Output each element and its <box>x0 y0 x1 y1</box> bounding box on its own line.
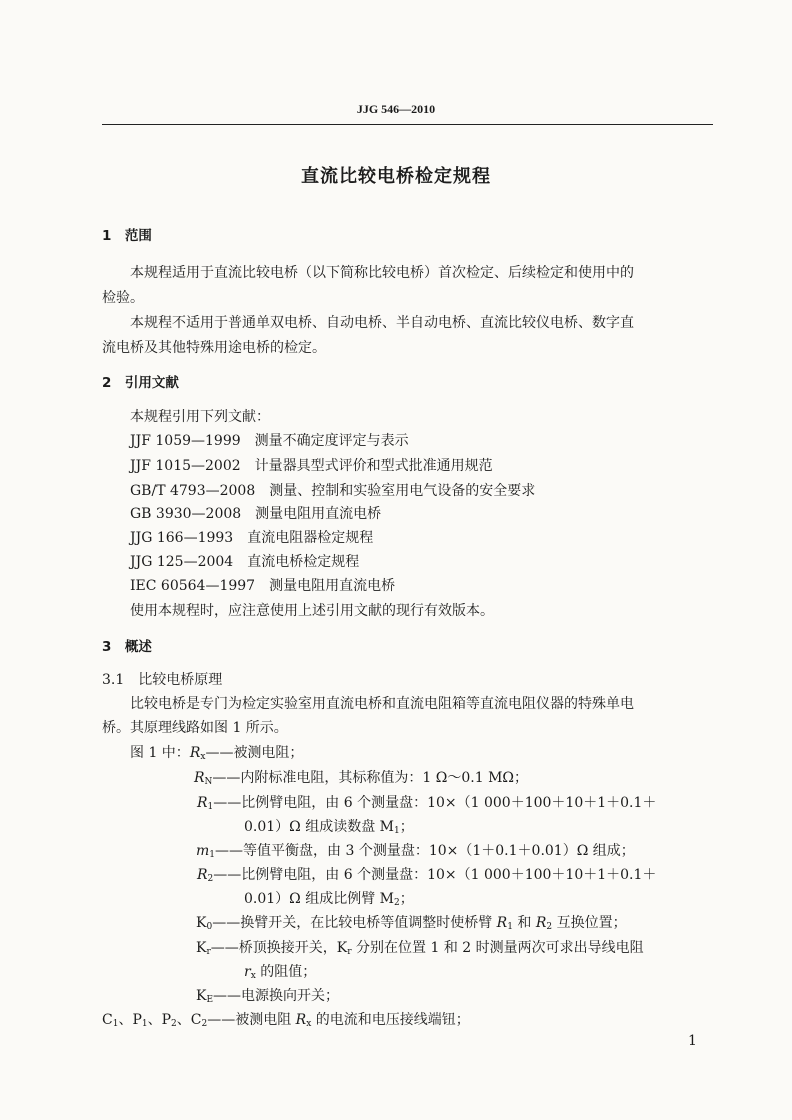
section-2-heading: 2 引用文献 <box>102 375 179 391</box>
definition-text: 和 <box>512 915 536 931</box>
fig-intro: 图 1 中： <box>130 745 190 761</box>
symbol: R <box>295 1012 307 1028</box>
ref-item: IEC 60564—1997 测量电阻用直流电桥 <box>130 578 396 594</box>
def-r1-cont <box>244 816 414 836</box>
subscript: 1 <box>207 802 214 812</box>
symbol: R <box>197 795 208 811</box>
def-r2-cont <box>244 888 414 908</box>
subscript: N <box>204 777 213 787</box>
def-rn <box>194 767 528 787</box>
definition-text: 互换位置； <box>552 915 627 931</box>
definition-text: 0.01）Ω 组成比例臂 M <box>244 891 395 907</box>
subscript: 1 <box>209 850 216 860</box>
definition-text: ——内附标准电阻，其标称值为：1 Ω～0.1 MΩ； <box>212 770 529 786</box>
def-kr-cont <box>244 961 316 981</box>
def-r2 <box>197 864 656 884</box>
definition-text: ； <box>399 891 414 907</box>
ref-item: GB 3930—2008 测量电阻用直流电桥 <box>130 506 382 522</box>
symbol: K <box>196 988 207 1004</box>
subscript: E <box>206 995 214 1005</box>
definition-text: 0.01）Ω 组成读数盘 M <box>244 819 395 835</box>
ref-item: JJF 1059—1999 测量不确定度评定与表示 <box>130 433 409 449</box>
definition-text: 分别在位置 1 和 2 时测量两次可求出导线电阻 <box>351 940 644 956</box>
subscript: 2 <box>394 898 400 908</box>
definition-text: 的阻值； <box>255 964 317 980</box>
symbol: 、C <box>176 1012 202 1028</box>
symbol: r <box>244 964 251 980</box>
subscript: x <box>200 752 206 762</box>
s2-outro: 使用本规程时，应注意使用上述引用文献的现行有效版本。 <box>130 603 494 619</box>
s1-para1-line1: 本规程适用于直流比较电桥（以下简称比较电桥）首次检定、后续检定和使用中的 <box>130 265 634 281</box>
definition-text: 的电流和电压接线端钮； <box>311 1012 470 1028</box>
subscript: 1 <box>112 1019 119 1029</box>
s3-para1-line1: 比较电桥是专门为检定实验室用直流电桥和直流电阻箱等直流电阻仪器的特殊单电 <box>130 696 634 712</box>
def-k0 <box>196 912 627 932</box>
symbol: K <box>196 940 207 956</box>
def-m1 <box>196 840 635 860</box>
subscript: 0 <box>206 922 213 932</box>
definition-text: ——桥顶换接开关，K <box>210 940 348 956</box>
ref-item: JJG 125—2004 直流电桥检定规程 <box>130 554 360 570</box>
definition-text: ； <box>399 819 414 835</box>
subscript: 2 <box>546 922 553 932</box>
symbol: R <box>496 915 508 931</box>
subscript: 1 <box>141 1019 148 1029</box>
def-kr <box>196 937 644 957</box>
page-number: 1 <box>688 1033 697 1049</box>
definition-text: ——电源换向开关； <box>213 988 340 1004</box>
symbol: R <box>197 867 208 883</box>
symbol: R <box>535 915 547 931</box>
subscript: x <box>250 971 256 981</box>
definition-text: ——被测电阻 <box>207 1012 296 1028</box>
section-3-heading: 3 概述 <box>102 639 152 655</box>
s1-para2-line1: 本规程不适用于普通单双电桥、自动电桥、半自动电桥、直流比较仪电桥、数字直 <box>130 315 634 331</box>
subscript: r <box>206 947 211 957</box>
definition-text: ——比例臂电阻，由 6 个测量盘：10×（1 000＋100＋10＋1＋0.1＋ <box>213 795 657 811</box>
subsection-3-1-heading: 3.1 比较电桥原理 <box>102 672 223 688</box>
symbol: R <box>189 745 201 761</box>
s2-intro: 本规程引用下列文献： <box>130 409 270 425</box>
definition-text: ——被测电阻； <box>205 745 304 761</box>
symbol: C <box>102 1012 113 1028</box>
s1-para1-line2: 检验。 <box>102 290 144 306</box>
subscript: 2 <box>171 1019 177 1029</box>
header-rule <box>102 124 713 125</box>
symbol: R <box>194 770 205 786</box>
subscript: x <box>306 1019 312 1029</box>
definition-text: ——比例臂电阻，由 6 个测量盘：10×（1 000＋100＋10＋1＋0.1＋ <box>213 867 657 883</box>
symbol: 、P <box>118 1012 142 1028</box>
def-r1 <box>197 792 656 812</box>
definition-text: ——等值平衡盘，由 3 个测量盘：10×（1＋0.1＋0.01）Ω 组成； <box>215 843 635 859</box>
def-terminals <box>102 1009 470 1029</box>
subscript: 1 <box>394 826 400 836</box>
def-rx <box>130 742 303 762</box>
subscript: 2 <box>201 1019 208 1029</box>
subscript: 2 <box>207 874 214 884</box>
definition-text: ——换臂开关，在比较电桥等值调整时使桥臂 <box>212 915 497 931</box>
ref-item: JJF 1015—2002 计量器具型式评价和型式批准通用规范 <box>130 458 493 474</box>
section-1-heading: 1 范围 <box>102 228 152 244</box>
subscript: 1 <box>507 922 513 932</box>
document-title: 直流比较电桥检定规程 <box>301 166 491 187</box>
s3-para1-line2: 桥。其原理线路如图 1 所示。 <box>102 720 288 736</box>
symbol: K <box>196 915 207 931</box>
ref-item: GB/T 4793—2008 测量、控制和实验室用电气设备的安全要求 <box>130 483 536 499</box>
def-ke <box>196 985 339 1005</box>
ref-item: JJG 166—1993 直流电阻器检定规程 <box>130 530 374 546</box>
symbol: m <box>196 843 210 859</box>
subscript: r <box>347 947 352 957</box>
running-header: JJG 546—2010 <box>356 102 436 116</box>
symbol: 、P <box>147 1012 172 1028</box>
s1-para2-line2: 流电桥及其他特殊用途电桥的检定。 <box>102 340 326 356</box>
